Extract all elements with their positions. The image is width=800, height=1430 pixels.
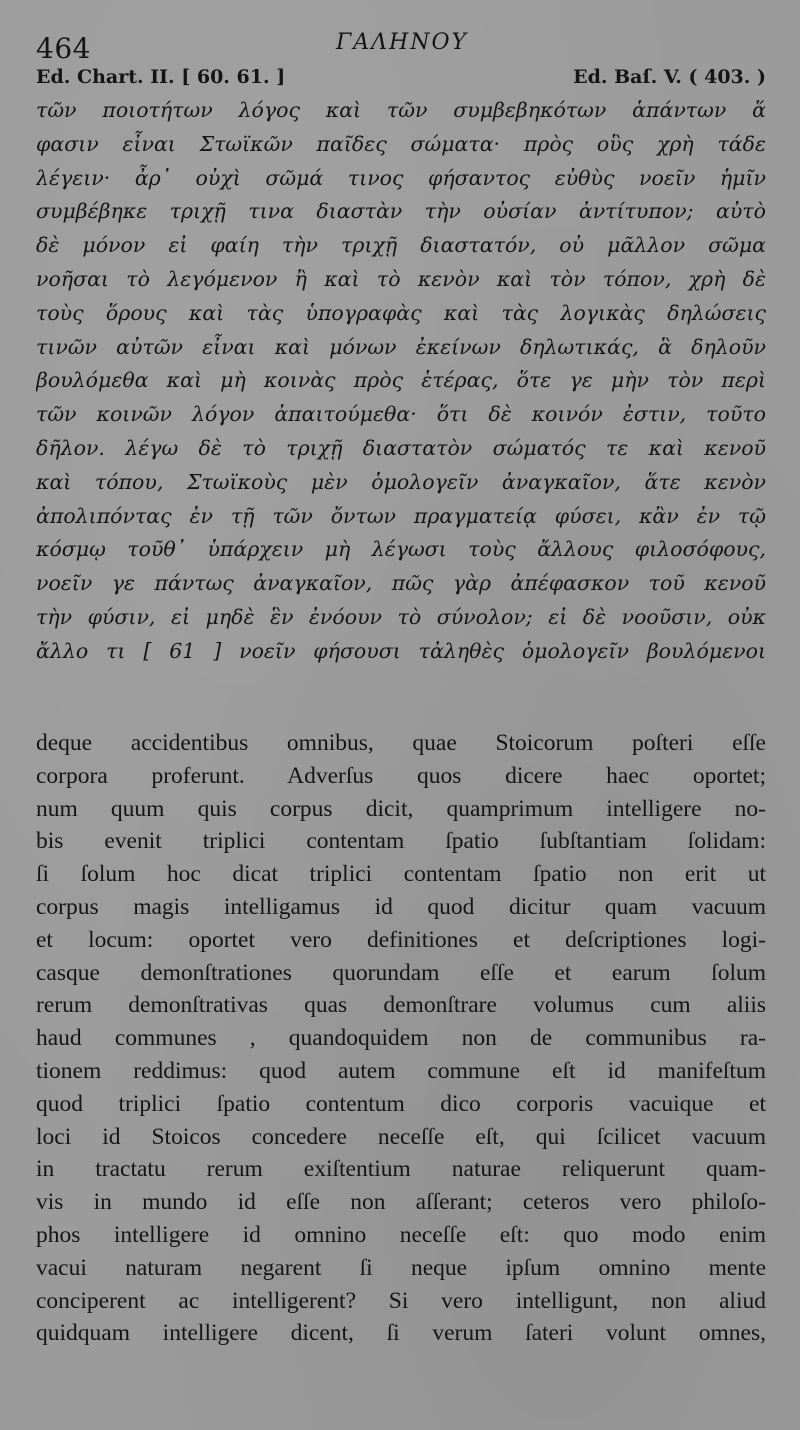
latin-line: casque demonſtrationes quorundam eſſe et earum ſolum [36, 959, 766, 986]
latin-line: rerum demonſtrativas quas demonſtrare volumus cum aliis [36, 992, 766, 1019]
greek-line: συμβέβηκε τριχῇ τινα διαστὰν τὴν οὐσίαν ἀντίτυπον; αὐτὸ [36, 199, 766, 224]
greek-line: τῶν κοινῶν λόγον ἀπαιτούμεθα· ὅτι δὲ κοινόν ἐστιν, τοῦτο [36, 402, 766, 427]
latin-line: num quum quis corpus dicit, quamprimum intelligere no- [36, 795, 766, 822]
latin-line: vis in mundo id eſſe non aſſerant; ceteros vero philoſo- [36, 1189, 766, 1216]
edition-reference-chartier: Ed. Chart. II. [ 60. 61. ] [36, 66, 286, 88]
greek-line: φασιν εἶναι Στωϊκῶν παῖδες σώματα· πρὸς οὓς χρὴ τάδε [36, 131, 766, 156]
latin-line: ſi ſolum hoc dicat triplici contentam ſpatio non erit ut [36, 861, 766, 888]
latin-line: phos intelligere id omnino neceſſe eſt: quo modo enim [36, 1221, 766, 1248]
edition-reference-basel: Ed. Baſ. V. ( 403. ) [573, 66, 766, 88]
running-head: ΓΑΛΗΝΟΥ [336, 30, 469, 55]
page-header [36, 22, 776, 65]
greek-line: βουλόμεθα καὶ μὴ κοινὰς πρὸς ἑτέρας, ὅτε γε μὴν τὸν περὶ [36, 368, 766, 393]
greek-line: δῆλον. λέγω δὲ τὸ τριχῇ διαστατὸν σώματός τε καὶ κενοῦ [36, 435, 766, 460]
greek-line: νοεῖν γε πάντως ἀναγκαῖον, πῶς γὰρ ἀπέφασκον τοῦ κενοῦ [36, 571, 766, 596]
greek-text-block [36, 94, 766, 669]
greek-line: τὴν φύσιν, εἰ μηδὲ ἓν ἐνόουν τὸ σύνολον; εἰ δὲ νοοῦσιν, οὐκ [36, 604, 766, 629]
latin-line: haud communes , quandoquidem non de communibus ra- [36, 1025, 766, 1052]
page-number: 464 [36, 32, 91, 65]
greek-line: τινῶν αὐτῶν εἶναι καὶ μόνων ἐκείνων δηλωτικάς, ἃ δηλοῦν [36, 334, 766, 359]
latin-text-block [36, 727, 766, 1350]
greek-line: ἄλλο τι [ 61 ] νοεῖν φήσουσι τἀληθὲς ὁμολογεῖν βουλόμενοι [36, 638, 766, 663]
edition-references [36, 66, 766, 92]
latin-line: corpus magis intelligamus id quod dicitur quam vacuum [36, 893, 766, 920]
latin-line: tionem reddimus: quod autem commune eſt id manifeſtum [36, 1057, 766, 1084]
latin-line: et locum: oportet vero definitiones et deſcriptiones logi- [36, 926, 766, 953]
latin-line: quidquam intelligere dicent, ſi verum ſateri volunt omnes, [36, 1320, 766, 1347]
greek-line: νοῆσαι τὸ λεγόμενον ἢ καὶ τὸ κενὸν καὶ τὸν τόπον, χρὴ δὲ [36, 266, 766, 291]
greek-line: ἀπολιπόντας ἐν τῇ τῶν ὄντων πραγματείᾳ φύσει, κἂν ἐν τῷ [36, 503, 766, 528]
latin-line: quod triplici ſpatio contentum dico corporis vacuique et [36, 1090, 766, 1117]
latin-line: deque accidentibus omnibus, quae Stoicorum poſteri eſſe [36, 730, 766, 756]
greek-line: τῶν ποιοτήτων λόγος καὶ τῶν συμβεβηκότων ἁπάντων ἅ [36, 98, 766, 122]
latin-line: in tractatu rerum exiſtentium naturae reliquerunt quam- [36, 1156, 766, 1183]
latin-line: loci id Stoicos concedere neceſſe eſt, qui ſcilicet vacuum [36, 1123, 766, 1150]
latin-line: bis evenit triplici contentam ſpatio ſubſtantiam ſolidam: [36, 828, 766, 855]
greek-line: δὲ μόνον εἰ φαίη τὴν τριχῇ διαστατόν, οὐ μᾶλλον σῶμα [36, 233, 766, 258]
greek-line: λέγειν· ἆρ᾽ οὐχὶ σῶμά τινος φήσαντος εὐθὺς νοεῖν ἡμῖν [36, 165, 766, 190]
greek-line: καὶ τόπου, Στωϊκοὺς μὲν ὁμολογεῖν ἀναγκαῖον, ἅτε κενὸν [36, 469, 766, 494]
greek-line: τοὺς ὅρους καὶ τὰς ὑπογραφὰς καὶ τὰς λογικὰς δηλώσεις [36, 300, 766, 325]
latin-line: vacui naturam negarent ſi neque ipſum omnino mente [36, 1254, 766, 1281]
latin-line: corpora proferunt. Adverſus quos dicere haec oportet; [36, 762, 766, 789]
latin-line: conciperent ac intelligerent? Si vero intelligunt, non aliud [36, 1287, 766, 1314]
greek-line: κόσμῳ τοῦθ᾽ ὑπάρχειν μὴ λέγωσι τοὺς ἄλλους φιλοσόφους, [36, 537, 766, 562]
